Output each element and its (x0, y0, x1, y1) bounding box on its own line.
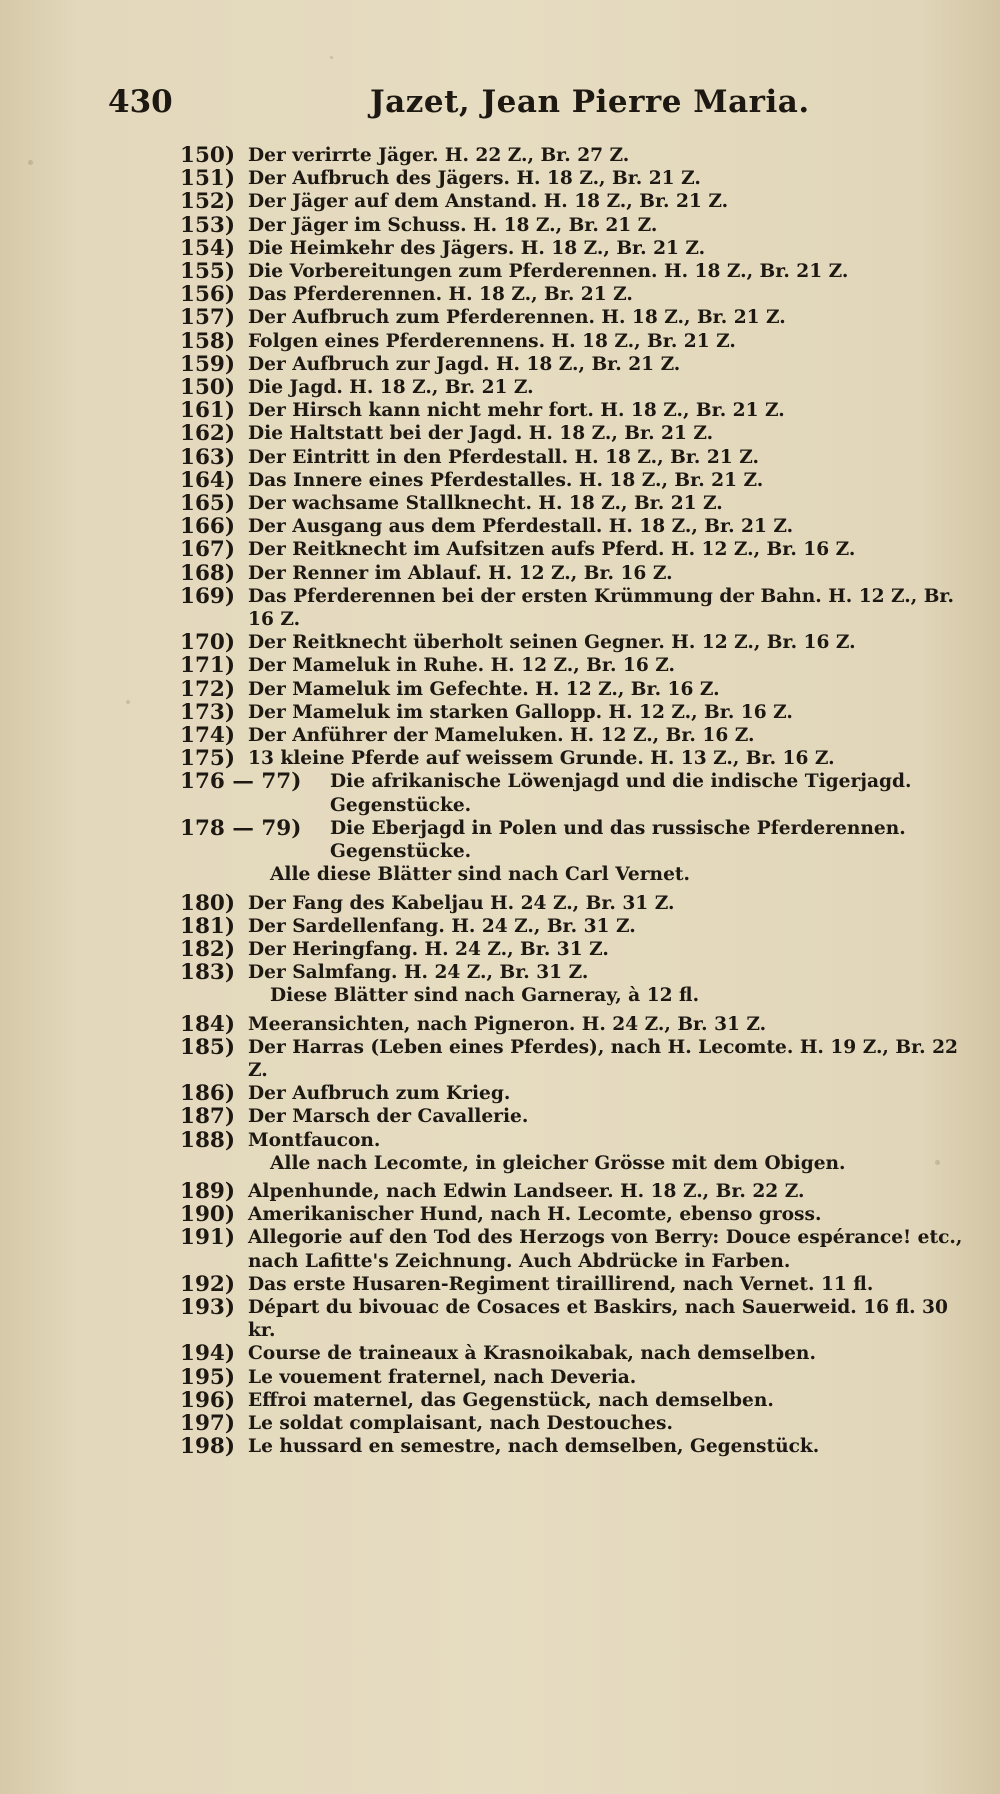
entry-text: Das erste Husaren-Regiment tiraillirend, nach Vernet. 11 fl. (248, 1273, 874, 1295)
entry-text: Das Innere eines Pferdestalles. H. 18 Z., Br. 21 Z. (248, 469, 764, 491)
entry-text: Die Jagd. H. 18 Z., Br. 21 Z. (248, 377, 534, 399)
catalog-entry (180, 1013, 980, 1036)
entry-text: Der Mameluk in Ruhe. H. 12 Z., Br. 16 Z. (248, 655, 675, 677)
entry-number: 188) (180, 1127, 236, 1153)
entry-number: 165) (180, 491, 236, 517)
catalog-entry (180, 1273, 980, 1296)
entry-number: 153) (180, 212, 236, 238)
entry-number: 171) (180, 653, 236, 679)
page-number: 430 (108, 84, 173, 120)
entry-text: Folgen eines Pferderennens. H. 18 Z., Br. 21 Z. (248, 330, 736, 352)
entry-text: Der Aufbruch zum Pferderennen. H. 18 Z., Br. 21 Z. (248, 307, 786, 329)
catalog-entry (180, 237, 980, 260)
entry-text: Der Sardellenfang. H. 24 Z., Br. 31 Z. (248, 915, 636, 937)
catalog-entry (180, 376, 980, 399)
entry-text: Der Jäger auf dem Anstand. H. 18 Z., Br. 21 Z. (248, 191, 729, 213)
entry-text: Le hussard en semestre, nach demselben, Gegenstück. (248, 1436, 820, 1458)
entry-text: Die Haltstatt bei der Jagd. H. 18 Z., Br. 21 Z. (248, 423, 714, 445)
entry-number: 156) (180, 282, 236, 308)
catalog-entry (180, 770, 980, 816)
entry-text: Der Hirsch kann nicht mehr fort. H. 18 Z., Br. 21 Z. (248, 400, 785, 422)
section-note: Alle diese Blätter sind nach Carl Vernet. (270, 864, 690, 886)
catalog-entry (180, 724, 980, 747)
catalog-entry (180, 330, 980, 353)
entry-number: 196) (180, 1387, 236, 1413)
entry-number: 158) (180, 328, 236, 354)
entry-number: 169) (180, 583, 236, 609)
entry-text: Die Heimkehr des Jägers. H. 18 Z., Br. 21 Z. (248, 237, 706, 259)
entry-number: 159) (180, 351, 236, 377)
catalog-entry (180, 399, 980, 422)
entry-number: 178 — 79) (180, 815, 302, 841)
entry-text: Der Marsch der Cavallerie. (248, 1106, 529, 1128)
catalog-entry (180, 1435, 980, 1458)
entry-text: Der Ausgang aus dem Pferdestall. H. 18 Z., Br. 21 Z. (248, 516, 794, 538)
catalog-entry (180, 1389, 980, 1412)
entry-text: Das Pferderennen. H. 18 Z., Br. 21 Z. (248, 284, 633, 306)
entry-number: 175) (180, 746, 236, 772)
entry-text: Der Fang des Kabeljau H. 24 Z., Br. 31 Z. (248, 892, 675, 914)
entry-text: Effroi maternel, das Gegenstück, nach demselben. (248, 1389, 774, 1411)
entry-number: 195) (180, 1364, 236, 1390)
catalog-entry (180, 1036, 980, 1082)
entry-number: 182) (180, 936, 236, 962)
entry-text: Der verirrte Jäger. H. 22 Z., Br. 27 Z. (248, 145, 630, 166)
catalog-entry (180, 306, 980, 329)
entry-number: 150) (180, 143, 236, 168)
entry-number: 186) (180, 1081, 236, 1107)
entry-text: Das Pferderennen bei der ersten Krümmung der Bahn. H. 12 Z., Br. 16 Z. (248, 585, 954, 631)
catalog-entry (180, 260, 980, 283)
entry-text: Der Aufbruch zum Krieg. (248, 1083, 511, 1105)
entry-number: 173) (180, 699, 236, 725)
entry-number: 170) (180, 630, 236, 656)
entry-number: 194) (180, 1341, 236, 1367)
entry-text: Course de traineaux à Krasnoikabak, nach demselben. (248, 1343, 816, 1365)
catalog-entry (180, 492, 980, 515)
catalog-entry (180, 701, 980, 724)
running-head: Jazet, Jean Pierre Maria. (370, 84, 810, 120)
catalog-entry (180, 167, 980, 190)
entry-number: 190) (180, 1202, 236, 1228)
entry-number: 167) (180, 537, 236, 563)
catalog-entry (180, 1129, 980, 1152)
catalog-entry (180, 538, 980, 561)
entry-text: Der Reitknecht im Aufsitzen aufs Pferd. H. 12 Z., Br. 16 Z. (248, 539, 856, 561)
entry-text: 13 kleine Pferde auf weissem Grunde. H. 13 Z., Br. 16 Z. (248, 748, 835, 770)
catalog-entry (180, 214, 980, 237)
entry-number: 155) (180, 259, 236, 285)
entry-number: 151) (180, 166, 236, 192)
catalog-entry (180, 1082, 980, 1105)
entry-text: Der Eintritt in den Pferdestall. H. 18 Z., Br. 21 Z. (248, 446, 759, 468)
entry-number: 193) (180, 1294, 236, 1320)
entry-number: 176 — 77) (180, 769, 302, 795)
entry-text: Die Vorbereitungen zum Pferderennen. H. 18 Z., Br. 21 Z. (248, 261, 849, 283)
catalog-entry (180, 1342, 980, 1365)
entry-text: Der Aufbruch zur Jagd. H. 18 Z., Br. 21 Z. (248, 353, 681, 375)
entry-text: Départ du bivouac de Cosaces et Baskirs, nach Sauerweid. 16 fl. 30 kr. (248, 1296, 948, 1342)
entry-number: 174) (180, 723, 236, 749)
catalog-entry (180, 892, 980, 915)
catalog-entry (180, 353, 980, 376)
entry-number: 184) (180, 1011, 236, 1037)
entry-number: 198) (180, 1434, 236, 1460)
entry-number: 162) (180, 421, 236, 447)
entry-text: Le vouement fraternel, nach Deveria. (248, 1366, 637, 1388)
entry-number: 166) (180, 514, 236, 540)
entry-number: 168) (180, 560, 236, 586)
page-header (100, 84, 980, 144)
catalog-entry (180, 938, 980, 961)
entry-number: 189) (180, 1178, 236, 1204)
section-note: Diese Blätter sind nach Garneray, à 12 fl. (270, 985, 700, 1007)
catalog-entry (180, 654, 980, 677)
entry-text: Der Harras (Leben eines Pferdes), nach H. Lecomte. H. 19 Z., Br. 22 Z. (248, 1036, 958, 1081)
entry-text: Der Jäger im Schuss. H. 18 Z., Br. 21 Z. (248, 214, 658, 236)
catalog-entry (180, 1226, 980, 1272)
catalog-entries (180, 144, 980, 1458)
entry-text: Amerikanischer Hund, nach H. Lecomte, ebenso gross. (248, 1204, 822, 1226)
catalog-entry (180, 469, 980, 492)
catalog-entry (180, 1203, 980, 1226)
catalog-entry (180, 1105, 980, 1128)
entry-number: 164) (180, 467, 236, 493)
entry-number: 185) (180, 1034, 236, 1060)
catalog-entry (180, 631, 980, 654)
entry-number: 163) (180, 444, 236, 470)
entry-number: 181) (180, 913, 236, 939)
entry-text: Le soldat complaisant, nach Destouches. (248, 1412, 673, 1434)
entry-text: Die afrikanische Löwenjagd und die indische Tigerjagd. Gegenstücke. (330, 771, 912, 816)
entry-number: 183) (180, 960, 236, 986)
entry-text: Die Eberjagd in Polen und das russische Pferderennen. Gegenstücke. (330, 817, 906, 863)
catalog-entry (180, 190, 980, 213)
catalog-entry (180, 515, 980, 538)
entry-text: Der Reitknecht überholt seinen Gegner. H. 12 Z., Br. 16 Z. (248, 632, 856, 654)
entry-text: Der wachsame Stallknecht. H. 18 Z., Br. 21 Z. (248, 493, 723, 515)
entry-number: 187) (180, 1104, 236, 1130)
entry-text: Der Aufbruch des Jägers. H. 18 Z., Br. 21 Z. (248, 168, 701, 190)
catalog-entry (180, 422, 980, 445)
entry-text: Der Salmfang. H. 24 Z., Br. 31 Z. (248, 962, 589, 984)
catalog-entry (180, 1296, 980, 1342)
entry-text: Montfaucon. (248, 1129, 381, 1151)
catalog-entry (180, 817, 980, 863)
catalog-entry (180, 283, 980, 306)
entry-text: Der Mameluk im Gefechte. H. 12 Z., Br. 16 Z. (248, 678, 720, 700)
entry-text: Der Anführer der Mameluken. H. 12 Z., Br. 16 Z. (248, 725, 755, 747)
catalog-entry (180, 747, 980, 770)
entry-number: 172) (180, 676, 236, 702)
catalog-entry (180, 961, 980, 984)
entry-number: 154) (180, 235, 236, 261)
catalog-entry (180, 915, 980, 938)
entry-number: 157) (180, 305, 236, 331)
catalog-entry (180, 678, 980, 701)
catalog-entry (180, 446, 980, 469)
catalog-entry (180, 1412, 980, 1435)
section-note: Alle nach Lecomte, in gleicher Grösse mit dem Obigen. (270, 1152, 846, 1174)
entry-number: 161) (180, 398, 236, 424)
entry-number: 197) (180, 1410, 236, 1436)
entry-number: 191) (180, 1225, 236, 1251)
entry-text: Alpenhunde, nach Edwin Landseer. H. 18 Z., Br. 22 Z. (248, 1180, 805, 1202)
entry-text: Der Mameluk im starken Gallopp. H. 12 Z., Br. 16 Z. (248, 701, 793, 723)
catalog-entry (180, 1366, 980, 1389)
entry-number: 180) (180, 890, 236, 916)
catalog-entry (180, 1180, 980, 1203)
entry-text: Allegorie auf den Tod des Herzogs von Berry: Douce espérance! etc., nach Lafitte's Zeichnung. Auch Abdrücke in Farben. (248, 1227, 963, 1272)
catalog-entry (180, 562, 980, 585)
entry-number: 192) (180, 1271, 236, 1297)
entry-number: 150) (180, 375, 236, 401)
catalog-entry (180, 144, 980, 167)
catalog-entry (180, 585, 980, 631)
entry-number: 152) (180, 189, 236, 215)
entry-text: Der Renner im Ablauf. H. 12 Z., Br. 16 Z. (248, 562, 673, 584)
entry-text: Der Heringfang. H. 24 Z., Br. 31 Z. (248, 938, 609, 960)
entry-text: Meeransichten, nach Pigneron. H. 24 Z., Br. 31 Z. (248, 1013, 767, 1035)
